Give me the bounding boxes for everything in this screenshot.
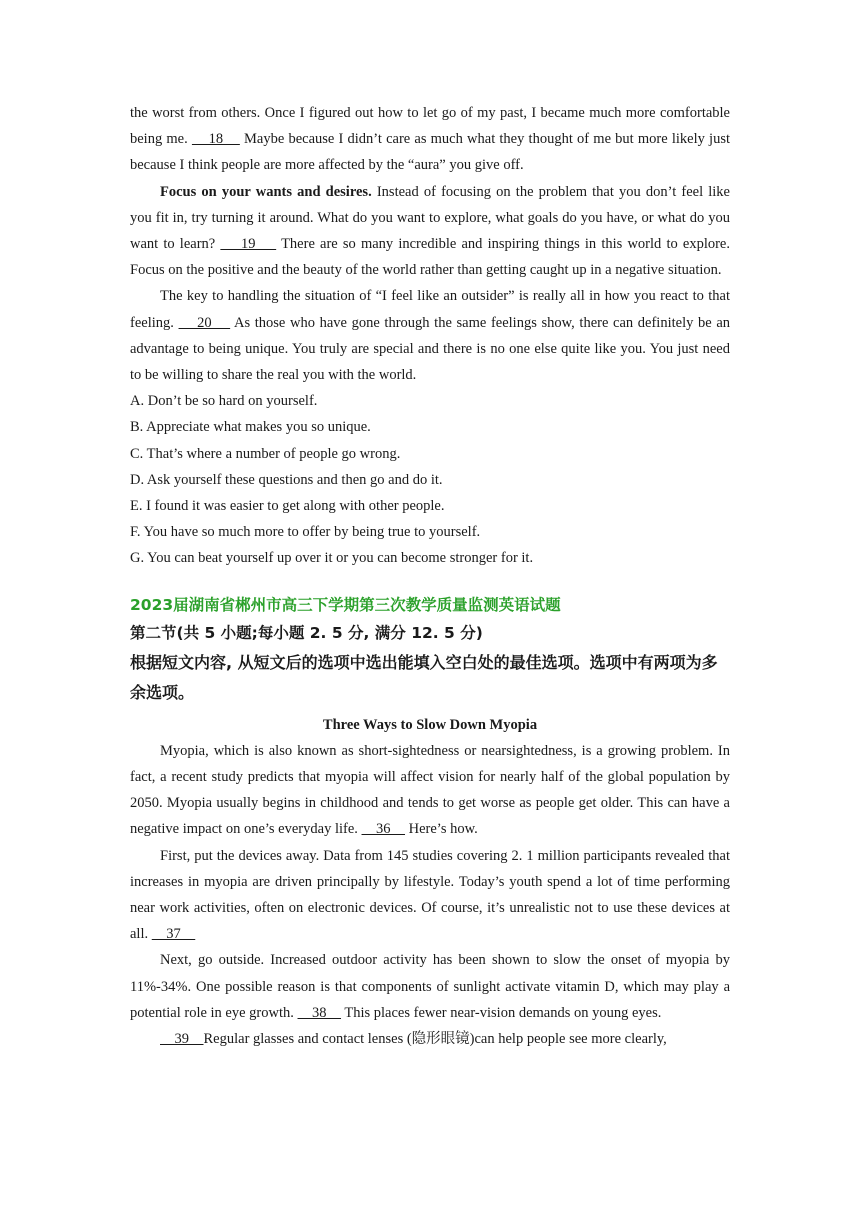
passage1-paragraph-2 <box>130 179 730 284</box>
option-b: B. Appreciate what makes you so unique. <box>130 419 371 436</box>
blank-39: 39 <box>160 1031 204 1048</box>
option-a: A. Don’t be so hard on yourself. <box>130 393 318 410</box>
section-subtitle: 第二节(共 5 小题;每小题 2. 5 分, 满分 12. 5 分) <box>130 623 483 642</box>
text: The key to handling the situation of “I feel like an outsider” is really all in how you react to that feeling. <box>130 288 730 331</box>
document-content <box>130 100 730 1052</box>
section-instruction: 根据短文内容, 从短文后的选项中选出能填入空白处的最佳选项。选项中有两项为多余选项。 <box>130 652 718 702</box>
paragraph-heading: Focus on your wants and desires. <box>160 183 372 200</box>
passage1-paragraph-3 <box>130 283 730 388</box>
passage2-paragraph-2 <box>130 843 730 948</box>
option-c: C. That’s where a number of people go wrong. <box>130 445 401 462</box>
text: Next, go outside. Increased outdoor activity has been shown to slow the onset of myopia by 11%-34%. One possible reason is that components of sunlight activate vitamin D, which may play a potential role in eye growth. <box>130 952 730 1021</box>
text: This places fewer near-vision demands on young eyes. <box>341 1004 662 1021</box>
text: Regular glasses and contact lenses (隐形眼镜)can help people see more clearly, <box>203 1031 667 1048</box>
text: Here’s how. <box>405 821 478 838</box>
passage-title: Three Ways to Slow Down Myopia <box>322 716 538 733</box>
option-e: E. I found it was easier to get along with other people. <box>130 498 445 515</box>
option-f: F. You have so much more to offer by being true to yourself. <box>130 524 481 541</box>
text: First, put the devices away. Data from 145 studies covering 2. 1 million participants revealed that increases in myopia are driven principally by lifestyle. Today’s youth spend a lot of time performing near work activities, often on electronic devices. Of course, it’s unrealistic not to use these devices at all. <box>130 847 730 943</box>
blank-19: 19 <box>220 236 277 253</box>
passage2-paragraph-3 <box>130 947 730 1026</box>
passage1-paragraph-1 <box>130 100 730 179</box>
blank-36: 36 <box>361 821 406 838</box>
option-d: D. Ask yourself these questions and then go and do it. <box>130 471 443 488</box>
blank-38: 38 <box>297 1004 342 1021</box>
blank-18: 18 <box>191 131 240 148</box>
text: Myopia, which is also known as short-sightedness or nearsightedness, is a growing problem. In fact, a recent study predicts that myopia will affect vision for nearly half of the global population by 2050. Myopia usually begins in childhood and tends to get worse as people get older. This can have a negative impact on one’s everyday life. <box>130 742 730 838</box>
text: Maybe because I didn’t care as much what they thought of me but more likely just because I think people are more affected by the “aura” you give off. <box>130 131 731 174</box>
passage2-paragraph-4 <box>130 1026 730 1052</box>
text: As those who have gone through the same feelings show, there can definitely be an advantage to being unique. You truly are special and there is no one else quite like you. You just need to be willing to share the real you with the world. <box>130 314 731 384</box>
passage2-paragraph-1 <box>130 738 730 843</box>
options-list <box>130 388 730 571</box>
blank-20: 20 <box>178 314 231 331</box>
option-g: G. You can beat yourself up over it or you can become stronger for it. <box>130 550 534 567</box>
exam-title: 2023届湖南省郴州市高三下学期第三次教学质量监测英语试题 <box>130 595 561 614</box>
text: Instead of focusing on the problem that you don’t feel like you fit in, try turning it around. What do you want to explore, what goals do you have, or what do you want to learn? <box>130 183 730 253</box>
blank-37: 37 <box>151 926 196 943</box>
text: the worst from others. Once I figured out how to let go of my past, I became much more comfortable being me. <box>130 105 730 148</box>
text: There are so many incredible and inspiring things in this world to explore. Focus on the positive and the beauty of the world rather than getting caught up in a negative situation. <box>130 236 730 279</box>
